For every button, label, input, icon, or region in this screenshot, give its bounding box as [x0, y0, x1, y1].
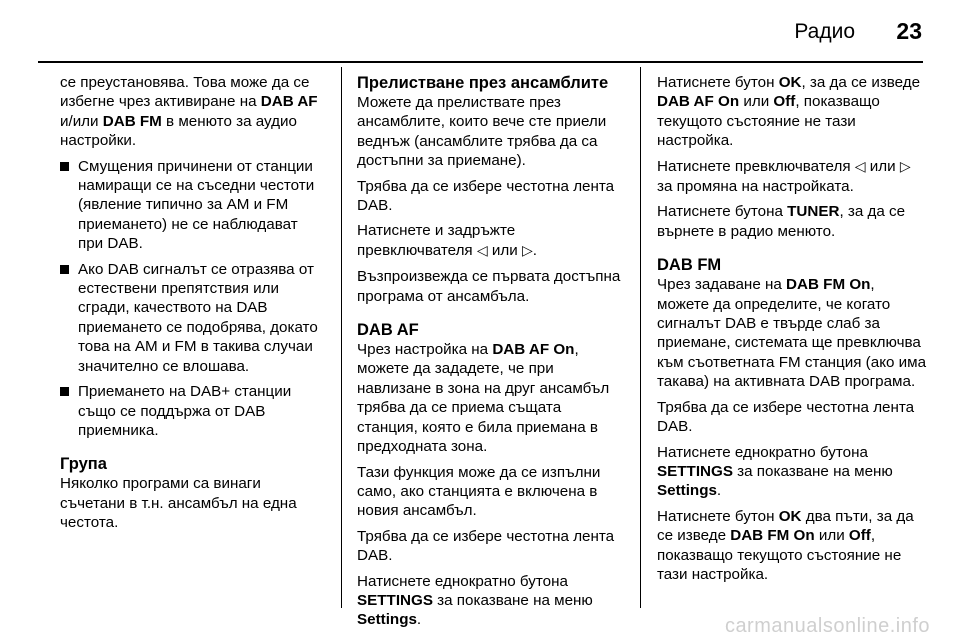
right-triangle-icon: ▷ — [521, 242, 533, 259]
paragraph: Натиснете бутона TUNER, за да се върнете в радио менюто. — [657, 203, 906, 240]
page-number: 23 — [896, 18, 922, 44]
column-1 — [60, 73, 325, 539]
paragraph: Натиснете еднократно бутона SETTINGS за показване на меню Settings. — [657, 443, 893, 500]
left-triangle-icon: ◁ — [476, 242, 488, 259]
page-header — [0, 0, 960, 62]
column-3 — [657, 73, 927, 590]
paragraph: Натиснете бутон OK два пъти, за да се изведе DAB FM On или Off, показващо текущото състояние не тази настройка. — [657, 507, 914, 583]
paragraph: Чрез задаване на DAB FM On, можете да определите, че когато сигналът DAB е твърде слаб за приемане, системата ще превключва към съответната FM станция (ако има такава) на активната DAB програма. — [657, 276, 927, 391]
paragraph: Натиснете превключвателя ◁ или ▷ за промяна на настройката. — [657, 157, 911, 196]
list-item: Смущения причинени от станции намиращи се на съседни честоти (явление типично за AM и FM приемането) не се наблюдават при DAB. — [60, 157, 325, 254]
list-item: Ако DAB сигналът се отразява от естествени препятствия или сгради, качеството на DAB приемането се подобрява, докато това на AM и FM в такива случаи значително се влошава. — [60, 260, 325, 376]
paragraph: Натиснете еднократно бутона SETTINGS за показване на меню Settings. — [357, 572, 593, 629]
dab-fm-term: DAB FM — [102, 112, 162, 130]
column-divider-1 — [341, 67, 342, 608]
paragraph: Възпроизвежда се първата достъпна програма от ансамбъла. — [357, 268, 621, 305]
bullet-square-icon — [60, 387, 69, 396]
list-item: Приемането на DAB+ станции също се поддържа от DAB приемника. — [60, 382, 325, 440]
paragraph: Трябва да се избере честотна лента DAB. — [657, 398, 915, 436]
dab-af-term: DAB AF — [260, 93, 318, 111]
bullet-list — [60, 157, 325, 441]
paragraph: Натиснете и задръжте превключвателя ◁ или ▷. — [357, 222, 537, 259]
paragraph: Тази функция може да се изпълни само, ако станцията е включена в новия ансамбъл. — [357, 463, 601, 520]
paragraph: Чрез настройка на DAB AF On, можете да зададете, че при навлизане в зона на друг ансамбъл трябва да се приема същата станция, която е била приемана в предходната зона. — [357, 341, 610, 456]
section-heading-group: Група — [60, 455, 107, 474]
right-triangle-icon: ▷ — [899, 158, 911, 175]
section-heading-browse: Прелистване през ансамблите — [357, 74, 609, 92]
intro-paragraph: се преустановява. Това може да се избегне чрез активиране на DAB AF и/или DAB FM в менюто за аудио настройки. — [60, 74, 318, 150]
paragraph: Трябва да се избере честотна лента DAB. — [357, 177, 615, 215]
group-paragraph: Няколко програми са винаги съчетани в т.н. ансамбъл на една честота. — [60, 475, 297, 532]
left-triangle-icon: ◁ — [854, 158, 866, 175]
section-heading-dab-fm: DAB FM — [657, 256, 722, 275]
section-heading-dab-af: DAB AF — [357, 321, 419, 340]
paragraph: Натиснете бутон OK, за да се изведе DAB AF On или Off, показващо текущото състояние не тази настройка. — [657, 74, 921, 150]
column-2 — [357, 73, 622, 636]
paragraph: Трябва да се избере честотна лента DAB. — [357, 527, 615, 565]
paragraph: Можете да прелиствате през ансамблите, които вече сте приели веднъж (ансамблите трябва да са достъпни за приемане). — [357, 94, 607, 170]
header-rule — [38, 61, 923, 63]
column-divider-2 — [640, 67, 641, 608]
watermark: carmanualsonline.info — [724, 615, 930, 637]
page-title: Радио — [794, 20, 855, 43]
bullet-square-icon — [60, 162, 69, 171]
bullet-square-icon — [60, 265, 69, 274]
